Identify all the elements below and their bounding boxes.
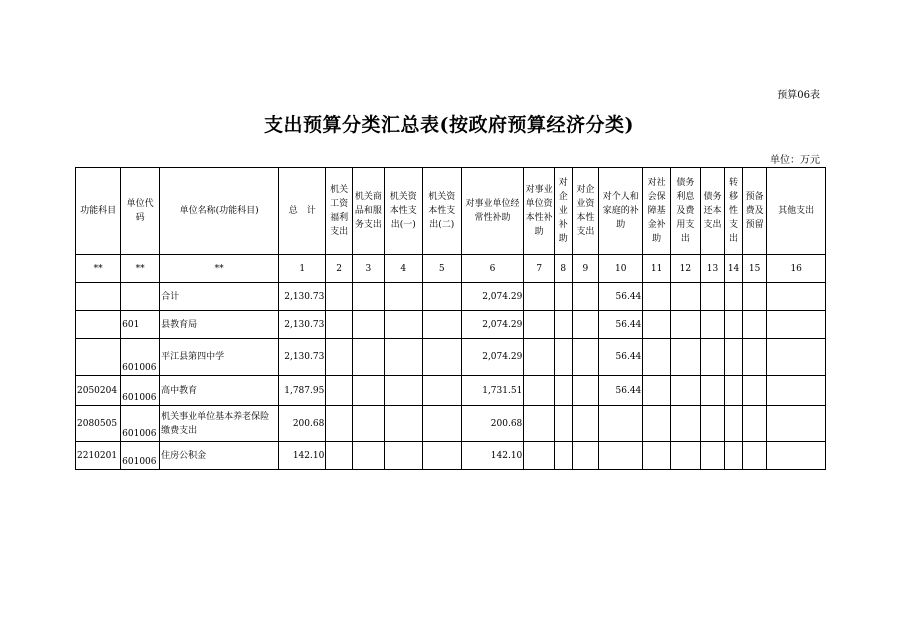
total-cell: 1,787.95 bbox=[279, 376, 326, 406]
col-header: 机关资本性支出(二) bbox=[422, 168, 461, 255]
unit-code-cell: 601006 bbox=[121, 376, 160, 406]
func-code-cell: 2080505 bbox=[76, 406, 121, 442]
household-subsidy-cell: 56.44 bbox=[599, 376, 643, 406]
col-index: 2 bbox=[326, 255, 353, 283]
unit-name-cell: 平江县第四中学 bbox=[160, 339, 279, 376]
col-header: 机关工资福利支出 bbox=[326, 168, 353, 255]
household-subsidy-cell: 56.44 bbox=[599, 283, 643, 311]
col-header: 对事业单位资本性补助 bbox=[524, 168, 555, 255]
public-institution-subsidy-cell: 2,074.29 bbox=[461, 311, 524, 339]
table-row bbox=[76, 339, 826, 376]
col-header: 对企业资本性支出 bbox=[572, 168, 599, 255]
col-index: 9 bbox=[572, 255, 599, 283]
col-index: 11 bbox=[643, 255, 671, 283]
household-subsidy-cell bbox=[599, 406, 643, 442]
col-header: 单位代码 bbox=[121, 168, 160, 255]
table-row bbox=[76, 442, 826, 470]
col-index: 3 bbox=[352, 255, 384, 283]
unit-label: 单位：万元 bbox=[770, 155, 820, 166]
col-index: 1 bbox=[279, 255, 326, 283]
public-institution-subsidy-cell: 1,731.51 bbox=[461, 376, 524, 406]
household-subsidy-cell: 56.44 bbox=[599, 339, 643, 376]
unit-name-cell: 高中教育 bbox=[160, 376, 279, 406]
col-index: 15 bbox=[742, 255, 767, 283]
func-code-cell bbox=[76, 311, 121, 339]
col-header: 对社会保障基金补助 bbox=[643, 168, 671, 255]
func-code-cell: 2210201 bbox=[76, 442, 121, 470]
total-cell: 2,130.73 bbox=[279, 311, 326, 339]
unit-name-cell: 机关事业单位基本养老保险缴费支出 bbox=[160, 406, 279, 442]
total-cell: 200.68 bbox=[279, 406, 326, 442]
col-index: ** bbox=[121, 255, 160, 283]
unit-code-cell: 601 bbox=[121, 311, 160, 339]
unit-name-cell: 合计 bbox=[160, 283, 279, 311]
col-header: 其他支出 bbox=[767, 168, 826, 255]
col-header: 转移性支出 bbox=[725, 168, 742, 255]
col-header: 单位名称(功能科目) bbox=[160, 168, 279, 255]
total-cell: 2,130.73 bbox=[279, 283, 326, 311]
func-code-cell: 2050204 bbox=[76, 376, 121, 406]
col-header: 机关资本性支出(一) bbox=[384, 168, 422, 255]
func-code-cell bbox=[76, 283, 121, 311]
col-index: 5 bbox=[422, 255, 461, 283]
unit-code-cell: 601006 bbox=[121, 339, 160, 376]
col-index: 12 bbox=[670, 255, 700, 283]
col-header: 预备费及预留 bbox=[742, 168, 767, 255]
total-cell: 142.10 bbox=[279, 442, 326, 470]
unit-code-cell: 601006 bbox=[121, 442, 160, 470]
public-institution-subsidy-cell: 2,074.29 bbox=[461, 339, 524, 376]
col-index: 4 bbox=[384, 255, 422, 283]
budget-table bbox=[75, 167, 826, 470]
unit-code-cell: 601006 bbox=[121, 406, 160, 442]
col-header: 功能科目 bbox=[76, 168, 121, 255]
public-institution-subsidy-cell: 142.10 bbox=[461, 442, 524, 470]
unit-name-cell: 县教育局 bbox=[160, 311, 279, 339]
unit-name-cell: 住房公积金 bbox=[160, 442, 279, 470]
household-subsidy-cell: 56.44 bbox=[599, 311, 643, 339]
col-index: ** bbox=[76, 255, 121, 283]
form-number: 预算06表 bbox=[777, 90, 820, 101]
col-header: 机关商品和服务支出 bbox=[352, 168, 384, 255]
col-header: 对个人和家庭的补助 bbox=[599, 168, 643, 255]
col-index: ** bbox=[160, 255, 279, 283]
table-row bbox=[76, 311, 826, 339]
func-code-cell bbox=[76, 339, 121, 376]
header-row bbox=[76, 168, 826, 255]
col-index: 16 bbox=[767, 255, 826, 283]
total-cell: 2,130.73 bbox=[279, 339, 326, 376]
household-subsidy-cell bbox=[599, 442, 643, 470]
col-header: 对企业补助 bbox=[555, 168, 572, 255]
col-header: 对事业单位经常性补助 bbox=[461, 168, 524, 255]
table-row bbox=[76, 376, 826, 406]
table-row bbox=[76, 406, 826, 442]
column-index-row bbox=[76, 255, 826, 283]
public-institution-subsidy-cell: 2,074.29 bbox=[461, 283, 524, 311]
col-index: 8 bbox=[555, 255, 572, 283]
unit-code-cell bbox=[121, 283, 160, 311]
col-index: 10 bbox=[599, 255, 643, 283]
col-header: 债务还本支出 bbox=[700, 168, 725, 255]
col-header: 债务利息及费用支出 bbox=[670, 168, 700, 255]
col-header: 总 计 bbox=[279, 168, 326, 255]
col-index: 6 bbox=[461, 255, 524, 283]
table-row bbox=[76, 283, 826, 311]
page-title: 支出预算分类汇总表(按政府预算经济分类) bbox=[264, 114, 634, 136]
col-index: 7 bbox=[524, 255, 555, 283]
col-index: 13 bbox=[700, 255, 725, 283]
col-index: 14 bbox=[725, 255, 742, 283]
public-institution-subsidy-cell: 200.68 bbox=[461, 406, 524, 442]
